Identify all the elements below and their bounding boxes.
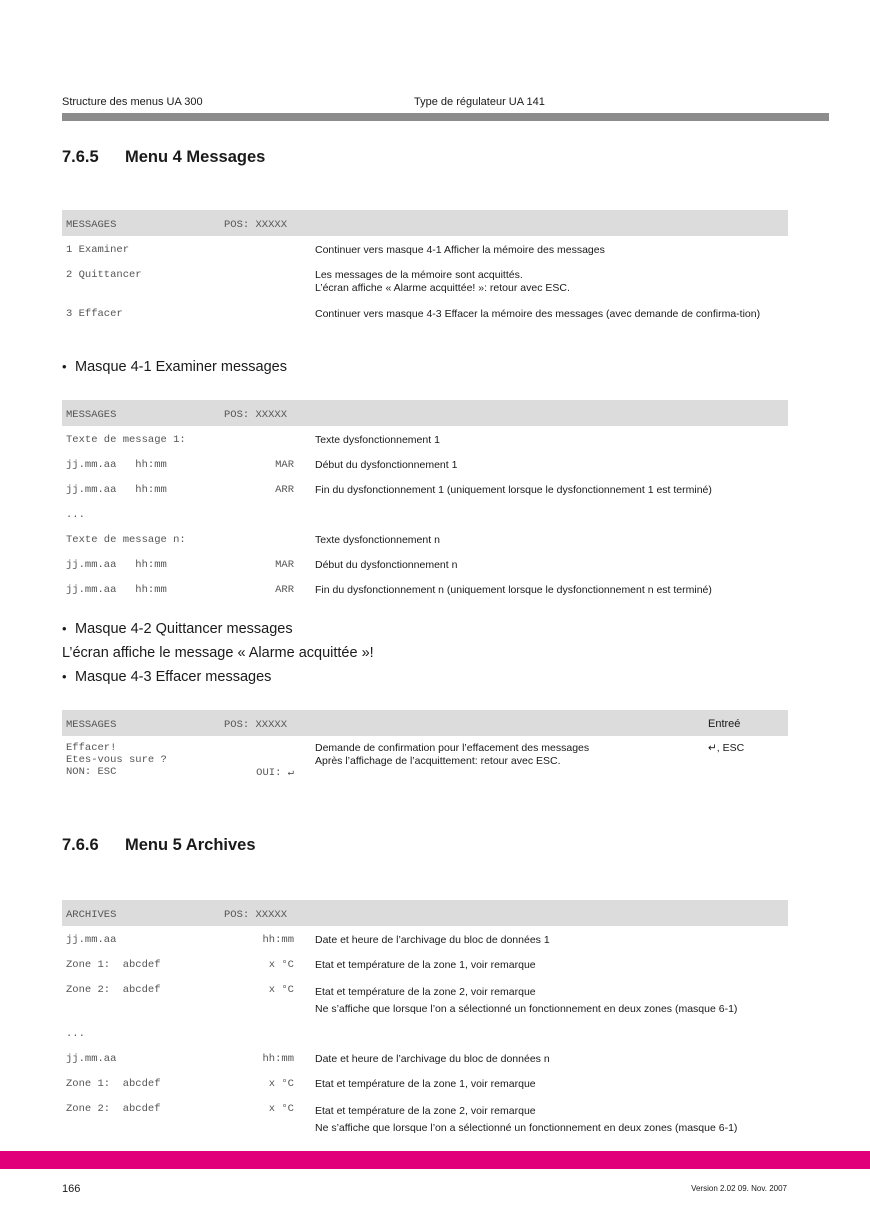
row-description: Fin du dysfonctionnement 1 (uniquement lorsque le dysfonctionnement 1 est terminé) (315, 484, 712, 496)
row-label: ... (66, 1028, 85, 1040)
desc-line: Etat et température de la zone 2, voir remarque (315, 1105, 536, 1117)
row-description: Début du dysfonctionnement n (315, 559, 458, 571)
bullet-text: Masque 4-3 Effacer messages (75, 669, 272, 685)
row-description: Texte dysfonctionnement n (315, 534, 440, 546)
row-description: Continuer vers masque 4-1 Afficher la mémoire des messages (315, 244, 605, 256)
desc-line: Etat et température de la zone 2, voir remarque (315, 986, 536, 998)
table-header (62, 400, 788, 426)
row-label: 2 Quittancer (66, 269, 142, 281)
section-heading-765 (62, 148, 265, 167)
row-description: Etat et température de la zone 1, voir remarque (315, 1078, 536, 1090)
desc-line: Après l’affichage de l’acquittement: retour avec ESC. (315, 755, 561, 767)
desc-line: Les messages de la mémoire sont acquittés. (315, 269, 523, 281)
row-value: hh:mm (262, 934, 294, 946)
row-value: ARR (275, 584, 294, 596)
header-position: POS: XXXXX (224, 219, 288, 231)
mask42-note: L’écran affiche le message « Alarme acquittée »! (62, 645, 374, 661)
row-value: x °C (268, 1103, 294, 1115)
row-input-keys: ↵, ESC (708, 742, 745, 754)
row-label: jj.mm.aa (66, 934, 117, 946)
row-value: x °C (268, 959, 294, 971)
archives-table (62, 900, 788, 1134)
row-label: Zone 1: abcdef (66, 959, 161, 971)
row-description: Etat et température de la zone 1, voir remarque (315, 959, 536, 971)
row-label: 1 Examiner (66, 244, 130, 256)
row-description (315, 269, 785, 295)
section-number: 7.6.6 (62, 836, 99, 854)
bullet-mask-41 (62, 359, 287, 375)
bullet-mask-42 (62, 621, 293, 637)
running-header-right: Type de régulateur UA 141 (414, 96, 545, 108)
row-description: Fin du dysfonctionnement n (uniquement lorsque le dysfonctionnement n est terminé) (315, 584, 712, 596)
row-value: ARR (275, 484, 294, 496)
row-description (315, 1103, 785, 1137)
running-header-left: Structure des menus UA 300 (62, 96, 203, 108)
row-description: Date et heure de l’archivage du bloc de données n (315, 1053, 550, 1065)
section-title: Menu 4 Messages (125, 148, 266, 166)
row-label: 3 Effacer (66, 308, 123, 320)
row-label: Effacer! Etes-vous sure ? NON: ESC (66, 742, 167, 778)
bullet-icon: • (62, 359, 67, 374)
row-value: MAR (275, 559, 294, 571)
row-label: jj.mm.aa (66, 1053, 117, 1065)
bullet-icon: • (62, 621, 67, 636)
row-description: Texte dysfonctionnement 1 (315, 434, 440, 446)
page-number: 166 (62, 1183, 81, 1195)
row-description: Continuer vers masque 4-3 Effacer la mémoire des messages (avec demande de confirma-tion) (315, 308, 761, 320)
row-label: jj.mm.aa hh:mm (66, 584, 167, 596)
version-info: Version 2.02 09. Nov. 2007 (691, 1184, 787, 1193)
section-title: Menu 5 Archives (125, 836, 256, 854)
table-header (62, 710, 788, 736)
desc-line: L’écran affiche « Alarme acquittée! »: retour avec ESC. (315, 282, 570, 294)
row-label: jj.mm.aa hh:mm (66, 484, 167, 496)
section-number: 7.6.5 (62, 148, 99, 166)
header-menu-name: MESSAGES (66, 719, 117, 731)
desc-line: Ne s’affiche que lorsque l’on a sélectionné un fonctionnement en deux zones (masque 6-1) (315, 1122, 738, 1134)
header-menu-name: ARCHIVES (66, 909, 117, 921)
bullet-text: Masque 4-2 Quittancer messages (75, 621, 293, 637)
desc-line: Demande de confirmation pour l’effacement des messages (315, 742, 590, 754)
header-input-column: Entreé (708, 718, 741, 730)
header-menu-name: MESSAGES (66, 409, 117, 421)
row-value: x °C (268, 1078, 294, 1090)
row-label: Texte de message n: (66, 534, 186, 546)
bullet-mask-43 (62, 669, 271, 685)
desc-line: Ne s’affiche que lorsque l’on a sélectionné un fonctionnement en deux zones (masque 6-1) (315, 1003, 738, 1015)
row-value: x °C (268, 984, 294, 996)
mask43-table (62, 710, 788, 779)
header-position: POS: XXXXX (224, 719, 288, 731)
row-description: Début du dysfonctionnement 1 (315, 459, 458, 471)
table-header (62, 900, 788, 926)
row-description: Date et heure de l’archivage du bloc de données 1 (315, 934, 550, 946)
row-label: jj.mm.aa hh:mm (66, 559, 167, 571)
row-label: ... (66, 509, 85, 521)
row-label: Zone 1: abcdef (66, 1078, 161, 1090)
row-label: jj.mm.aa hh:mm (66, 459, 167, 471)
table-header (62, 210, 788, 236)
section-heading-766 (62, 836, 256, 855)
row-label: Zone 2: abcdef (66, 984, 161, 996)
menu4-table (62, 210, 788, 320)
header-position: POS: XXXXX (224, 909, 288, 921)
row-value: OUI: ↵ (256, 767, 294, 779)
mask41-table (62, 400, 788, 596)
row-label: Texte de message 1: (66, 434, 186, 446)
footer-accent-bar (0, 1151, 870, 1169)
header-position: POS: XXXXX (224, 409, 288, 421)
row-value: MAR (275, 459, 294, 471)
header-divider (62, 113, 829, 121)
bullet-text: Masque 4-1 Examiner messages (75, 359, 287, 375)
row-description (315, 984, 785, 1018)
header-menu-name: MESSAGES (66, 219, 117, 231)
row-label: Zone 2: abcdef (66, 1103, 161, 1115)
bullet-icon: • (62, 669, 67, 684)
row-value: hh:mm (262, 1053, 294, 1065)
